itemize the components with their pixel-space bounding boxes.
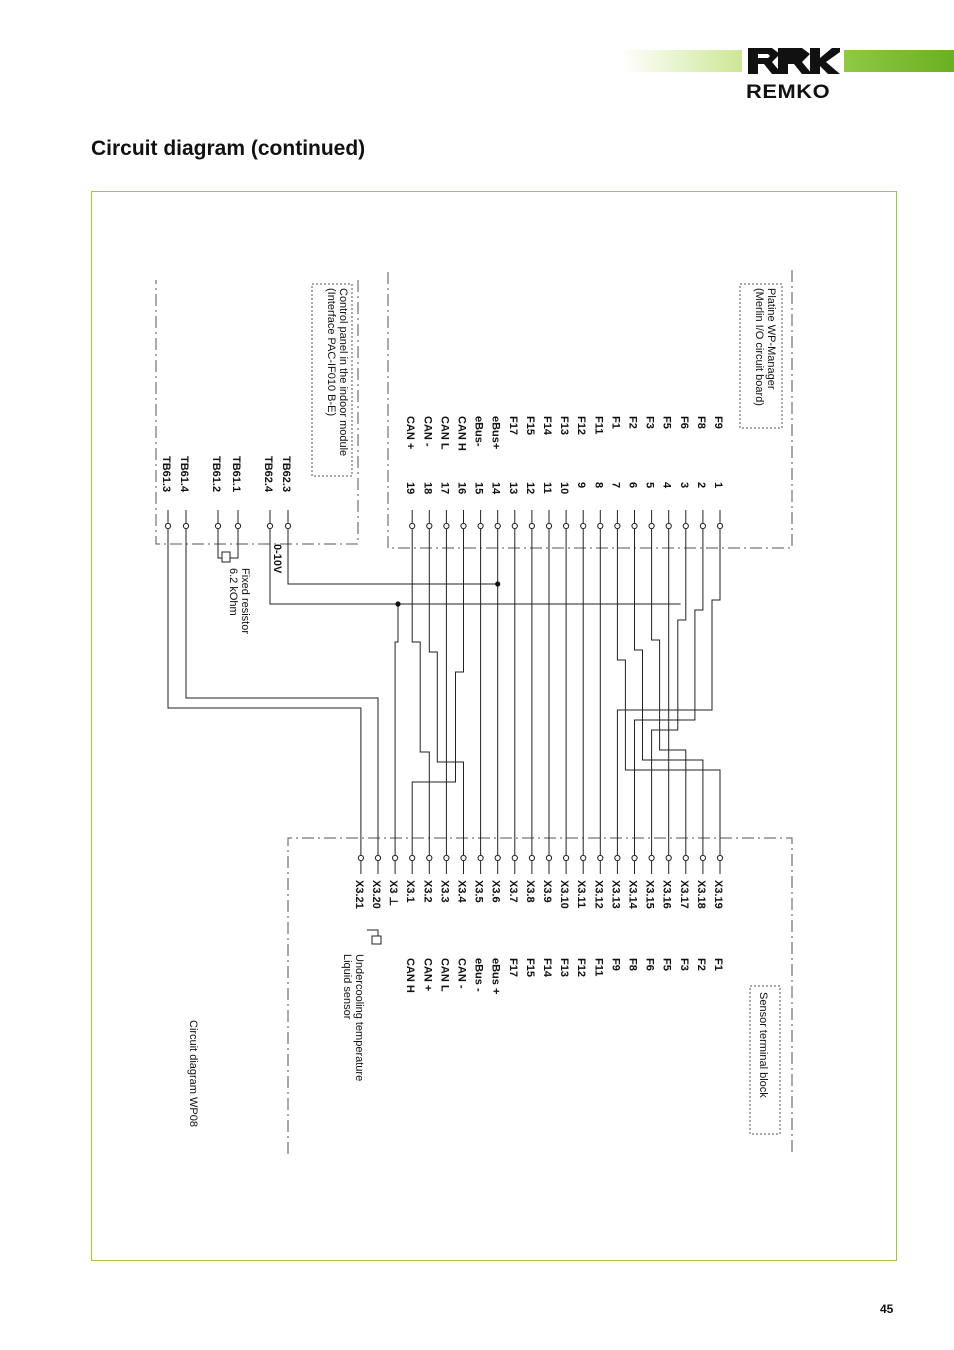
manager-pin-terminal bbox=[649, 523, 654, 528]
diagram-frame bbox=[91, 191, 897, 1261]
sensor-terminal-label: X3.21 bbox=[352, 880, 365, 909]
wire-ground bbox=[395, 604, 398, 858]
diagram-caption: Circuit diagram WP08 bbox=[187, 1020, 199, 1127]
sensor-terminal-label: X3.13 bbox=[609, 880, 622, 909]
control-panel-title: Control panel in the indoor module bbox=[337, 288, 349, 457]
sensor-terminal-name: CAN H bbox=[404, 958, 417, 993]
manager-pin-name: F2 bbox=[626, 416, 639, 429]
sensor-terminal-name: F2 bbox=[694, 958, 707, 971]
sensor-terminal-name: F6 bbox=[643, 958, 656, 971]
manager-board-subtitle: (Merlin I/O circuit board) bbox=[753, 288, 765, 406]
manager-pin-name: F12 bbox=[575, 416, 588, 435]
sensor-terminal-label: X3.18 bbox=[694, 880, 707, 909]
manager-pin-terminal bbox=[632, 523, 637, 528]
manager-pin-name: F3 bbox=[643, 416, 656, 429]
manager-pin-name: F9 bbox=[712, 416, 724, 429]
sensor-terminal bbox=[358, 855, 363, 860]
sensor-terminal-label: X3.16 bbox=[660, 880, 673, 909]
sensor-terminal-label: X3.19 bbox=[712, 880, 724, 909]
sensor-terminal-name: CAN - bbox=[455, 958, 468, 989]
manager-pin-number: 16 bbox=[455, 482, 468, 495]
sensor-terminal-label: X3.1 bbox=[404, 880, 417, 903]
manager-pin-name: CAN L bbox=[438, 416, 451, 450]
sensor-terminal-label: X3.5 bbox=[472, 880, 485, 903]
sensor-terminal bbox=[478, 855, 483, 860]
sensor-terminal-label: X3.12 bbox=[592, 880, 605, 909]
analog-signal-label: 0-10V bbox=[271, 544, 283, 574]
remko-logo-mark bbox=[742, 40, 842, 80]
sensor-terminal-label: X3 ⊥ bbox=[387, 880, 400, 907]
sensor-block-title: Sensor terminal block bbox=[757, 992, 769, 1098]
sensor-terminal bbox=[598, 855, 603, 860]
control-pin-terminal bbox=[215, 523, 220, 528]
manager-pin-terminal bbox=[683, 523, 688, 528]
manager-pin-number: 19 bbox=[404, 482, 417, 495]
manager-pin-number: 12 bbox=[523, 482, 536, 495]
manager-pin-terminal bbox=[598, 523, 603, 528]
manager-pin-number: 8 bbox=[592, 482, 605, 489]
manager-pin-number: 11 bbox=[541, 482, 553, 494]
sensor-terminal-name: F11 bbox=[592, 958, 605, 977]
sensor-terminal-label: X3.4 bbox=[455, 880, 468, 903]
sensor-terminal-label: X3.7 bbox=[506, 880, 519, 903]
sensor-terminal bbox=[615, 855, 620, 860]
manager-pin-name: F8 bbox=[694, 416, 707, 429]
manager-pin-number: 6 bbox=[626, 482, 639, 489]
manager-pin-terminal bbox=[512, 523, 517, 528]
sensor-terminal-name: F5 bbox=[660, 958, 673, 971]
sensor-terminal bbox=[410, 855, 415, 860]
manager-pin-terminal bbox=[546, 523, 551, 528]
manager-pin-number: 15 bbox=[472, 482, 485, 495]
control-pin-terminal bbox=[235, 523, 240, 528]
manager-pin-number: 4 bbox=[660, 482, 673, 489]
sensor-terminal bbox=[700, 855, 705, 860]
manager-pin-terminal bbox=[427, 523, 432, 528]
sensor-terminal-label: X3.11 bbox=[575, 880, 588, 909]
manager-pin-name: F1 bbox=[609, 416, 622, 429]
sensor-terminal-name: F17 bbox=[506, 958, 519, 977]
manager-pin-number: 5 bbox=[643, 482, 656, 489]
manager-pin-number: 2 bbox=[694, 482, 707, 489]
sensor-terminal bbox=[375, 855, 380, 860]
manager-pin-terminal bbox=[564, 523, 569, 528]
manager-pin-name: F5 bbox=[660, 416, 673, 429]
sensor-terminal-label: X3.6 bbox=[489, 880, 502, 903]
manager-pin-name: CAN H bbox=[455, 416, 468, 451]
control-pin-name: TB61.3 bbox=[160, 456, 172, 493]
manager-pin-terminal bbox=[495, 523, 500, 528]
control-pin-terminal bbox=[183, 523, 188, 528]
manager-pin-terminal bbox=[410, 523, 415, 528]
manager-pin-name: CAN + bbox=[404, 416, 417, 450]
sensor-terminal bbox=[444, 855, 449, 860]
manager-pin-number: 3 bbox=[677, 482, 690, 489]
sensor-terminal bbox=[393, 855, 398, 860]
wire-0-10v-plus bbox=[288, 526, 498, 584]
page-number: 45 bbox=[880, 1302, 894, 1316]
manager-pin-number: 13 bbox=[506, 482, 519, 495]
sensor-terminal-label: X3.3 bbox=[438, 880, 451, 903]
control-pin-name: TB62.3 bbox=[280, 456, 292, 493]
control-pin-name: TB61.1 bbox=[230, 456, 242, 493]
sensor-terminal-label: X3.20 bbox=[370, 880, 382, 909]
manager-pin-name: F13 bbox=[558, 416, 571, 435]
sensor-terminal-name: F12 bbox=[575, 958, 588, 977]
manager-pin-name: CAN - bbox=[421, 416, 434, 447]
manager-pin-terminal bbox=[666, 523, 671, 528]
sensor-terminal bbox=[581, 855, 586, 860]
sensor-terminal bbox=[495, 855, 500, 860]
sensor-terminal bbox=[666, 855, 671, 860]
control-pin-name: TB61.4 bbox=[178, 456, 190, 493]
manager-pin-name: F11 bbox=[592, 416, 605, 435]
sensor-terminal-name: CAN L bbox=[438, 958, 451, 992]
undercooling-label: Undercooling temperature bbox=[353, 954, 365, 1082]
sensor-terminal bbox=[683, 855, 688, 860]
manager-pin-number: 17 bbox=[438, 482, 451, 495]
remko-logo-text: REMKO bbox=[746, 82, 831, 103]
sensor-symbol bbox=[372, 936, 381, 944]
sensor-terminal-label: X3.2 bbox=[421, 880, 434, 903]
sensor-terminal-label: X3.8 bbox=[523, 880, 536, 903]
wire-undercooling bbox=[186, 526, 378, 858]
sensor-terminal-name: F13 bbox=[558, 958, 571, 977]
manager-pin-number: 7 bbox=[609, 482, 622, 489]
manager-pin-terminal bbox=[700, 523, 705, 528]
manager-pin-number: 9 bbox=[575, 482, 588, 489]
manager-pin-terminal bbox=[717, 523, 722, 528]
page-title: Circuit diagram (continued) bbox=[91, 137, 366, 160]
remko-logo bbox=[742, 40, 844, 102]
manager-pin-terminal bbox=[461, 523, 466, 528]
sensor-terminal-name: F1 bbox=[712, 958, 724, 971]
manager-pin-number: 1 bbox=[712, 482, 724, 489]
sensor-terminal-label: X3.17 bbox=[677, 880, 690, 909]
manager-pin-number: 18 bbox=[421, 482, 434, 495]
control-panel-subtitle: (Interface PAC-IF010 B-E) bbox=[325, 288, 337, 417]
fixed-resistor-label: Fixed resistor bbox=[239, 568, 251, 635]
sensor-terminal bbox=[632, 855, 637, 860]
sensor-terminal-name: CAN + bbox=[421, 958, 434, 992]
circuit-diagram bbox=[92, 192, 896, 1260]
manager-pin-terminal bbox=[478, 523, 483, 528]
manager-board-outline bbox=[388, 270, 792, 548]
sensor-terminal bbox=[717, 855, 722, 860]
sensor-terminal-name: F14 bbox=[541, 958, 553, 977]
sensor-terminal bbox=[427, 855, 432, 860]
sensor-terminal-label: X3.14 bbox=[626, 880, 639, 909]
control-pin-terminal bbox=[285, 523, 290, 528]
sensor-terminal bbox=[512, 855, 517, 860]
sensor-terminal-name: F3 bbox=[677, 958, 690, 971]
control-pin-name: TB62.4 bbox=[262, 456, 274, 493]
wire bbox=[412, 526, 429, 858]
sensor-terminal-name: F8 bbox=[626, 958, 639, 971]
manager-pin-number: 10 bbox=[558, 482, 571, 495]
manager-pin-name: F6 bbox=[677, 416, 690, 429]
manager-pin-terminal bbox=[581, 523, 586, 528]
sensor-terminal-name: eBus + bbox=[489, 958, 502, 995]
manager-pin-name: eBus+ bbox=[489, 416, 502, 450]
sensor-terminal bbox=[546, 855, 551, 860]
wire-undercooling bbox=[168, 526, 361, 858]
sensor-terminal-label: X3.9 bbox=[541, 880, 553, 903]
control-pin-name: TB61.2 bbox=[210, 456, 222, 493]
control-pin-terminal bbox=[165, 523, 170, 528]
sensor-terminal-name: F9 bbox=[609, 958, 622, 971]
sensor-terminal-name: eBus - bbox=[472, 958, 485, 992]
resistor-symbol bbox=[222, 552, 230, 562]
sensor-terminal bbox=[649, 855, 654, 860]
manager-pin-terminal bbox=[444, 523, 449, 528]
fixed-resistor-value: 6.2 kOhm bbox=[227, 568, 239, 616]
sensor-terminal bbox=[461, 855, 466, 860]
sensor-terminal-label: X3.10 bbox=[558, 880, 571, 909]
junction-dot bbox=[395, 601, 400, 606]
sensor-terminal-name: F15 bbox=[523, 958, 536, 977]
junction-dot bbox=[495, 581, 500, 586]
manager-board-title: Platine WP-Manager bbox=[765, 288, 777, 390]
sensor-lead bbox=[367, 930, 378, 936]
manager-pin-name: F15 bbox=[523, 416, 536, 435]
manager-pin-terminal bbox=[529, 523, 534, 528]
manager-pin-name: F14 bbox=[541, 416, 553, 435]
manager-pin-number: 14 bbox=[489, 482, 502, 495]
manager-pin-name: eBus- bbox=[472, 416, 485, 447]
sensor-terminal bbox=[564, 855, 569, 860]
manager-pin-terminal bbox=[615, 523, 620, 528]
sensor-terminal bbox=[529, 855, 534, 860]
liquid-sensor-label: Liquid sensor bbox=[341, 954, 353, 1020]
manager-pin-name: F17 bbox=[506, 416, 519, 435]
sensor-terminal-label: X3.15 bbox=[643, 880, 656, 909]
control-pin-terminal bbox=[267, 523, 272, 528]
wire-0-10v-minus bbox=[270, 526, 681, 604]
